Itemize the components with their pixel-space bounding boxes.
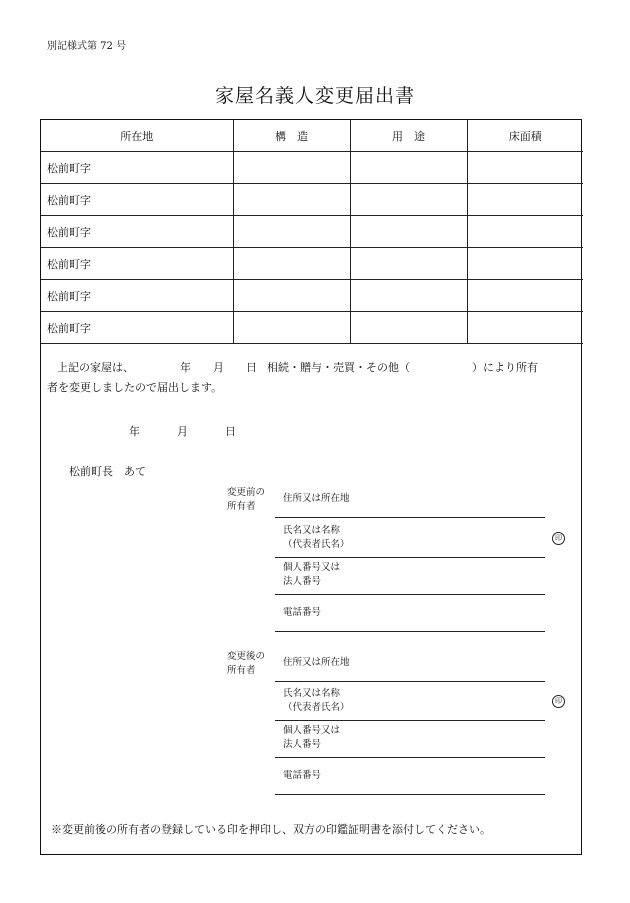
statement-reasons: 相続・贈与・売買・その他（ bbox=[267, 361, 410, 374]
table-row bbox=[41, 216, 583, 248]
table-row bbox=[41, 248, 583, 280]
structure-cell[interactable] bbox=[233, 312, 350, 344]
structure-cell[interactable] bbox=[233, 216, 350, 248]
structure-cell[interactable] bbox=[233, 248, 350, 280]
floor-area-cell[interactable] bbox=[467, 152, 583, 184]
structure-cell[interactable] bbox=[233, 184, 350, 216]
owner-before-label-line1: 変更前の bbox=[227, 487, 266, 498]
owner-before-label-line2: 所有者 bbox=[227, 501, 256, 512]
use-cell[interactable] bbox=[350, 152, 467, 184]
column-header-floor-area: 床面積 bbox=[467, 120, 583, 152]
statement-year: 年 bbox=[180, 361, 191, 374]
form-frame bbox=[40, 119, 582, 855]
location-cell[interactable]: 松前町字 bbox=[41, 280, 233, 312]
submission-date bbox=[129, 423, 236, 439]
owner-before-id-label2: 法人番号 bbox=[283, 576, 322, 587]
owner-before-label bbox=[227, 486, 277, 514]
table-row bbox=[41, 280, 583, 312]
submission-day: 日 bbox=[225, 425, 236, 438]
table-row bbox=[41, 152, 583, 184]
floor-area-cell[interactable] bbox=[467, 312, 583, 344]
owner-after-label bbox=[227, 650, 277, 678]
use-cell[interactable] bbox=[350, 248, 467, 280]
use-cell[interactable] bbox=[350, 312, 467, 344]
owner-before-name-field[interactable] bbox=[275, 524, 545, 558]
owner-after-id-label2: 法人番号 bbox=[283, 739, 322, 750]
owner-after-phone-field[interactable] bbox=[275, 769, 545, 795]
statement-prefix: 上記の家屋は、 bbox=[57, 361, 134, 374]
statement-reason-close: ）により所有 bbox=[472, 361, 538, 374]
owner-after-id-label: 個人番号又は bbox=[283, 725, 341, 736]
floor-area-cell[interactable] bbox=[467, 280, 583, 312]
floor-area-cell[interactable] bbox=[467, 248, 583, 280]
statement bbox=[47, 358, 577, 398]
addressee: 松前町長 あて bbox=[69, 465, 146, 478]
seal-mark-before: 印 bbox=[552, 532, 565, 545]
owner-after-address-label: 住所又は所在地 bbox=[283, 657, 350, 668]
document-title: 家屋名義人変更届出書 bbox=[214, 85, 415, 107]
location-cell[interactable]: 松前町字 bbox=[41, 216, 233, 248]
structure-cell[interactable] bbox=[233, 280, 350, 312]
owner-after-name-field[interactable] bbox=[275, 687, 545, 721]
owner-before-id-label: 個人番号又は bbox=[283, 562, 341, 573]
owner-after-phone-label: 電話番号 bbox=[283, 770, 322, 781]
structure-cell[interactable] bbox=[233, 152, 350, 184]
seal-mark-after: 印 bbox=[552, 695, 565, 708]
use-cell[interactable] bbox=[350, 216, 467, 248]
owner-before-phone-label: 電話番号 bbox=[283, 607, 322, 618]
owner-before-address-field[interactable] bbox=[275, 492, 545, 518]
location-cell[interactable]: 松前町字 bbox=[41, 152, 233, 184]
owner-after-label-line1: 変更後の bbox=[227, 651, 266, 662]
table-row bbox=[41, 312, 583, 344]
property-table bbox=[41, 120, 583, 344]
floor-area-cell[interactable] bbox=[467, 184, 583, 216]
use-cell[interactable] bbox=[350, 184, 467, 216]
submission-month: 月 bbox=[177, 425, 188, 438]
table-header-row bbox=[41, 120, 583, 152]
location-cell[interactable]: 松前町字 bbox=[41, 312, 233, 344]
statement-day: 日 bbox=[246, 361, 257, 374]
owner-after-id-field[interactable] bbox=[275, 724, 545, 758]
table-row bbox=[41, 184, 583, 216]
owner-after-name-label: 氏名又は名称 bbox=[283, 688, 341, 699]
owner-before-id-field[interactable] bbox=[275, 561, 545, 595]
floor-area-cell[interactable] bbox=[467, 216, 583, 248]
location-cell[interactable]: 松前町字 bbox=[41, 184, 233, 216]
owner-before-name-label: 氏名又は名称 bbox=[283, 525, 341, 536]
column-header-location: 所在地 bbox=[41, 120, 233, 152]
use-cell[interactable] bbox=[350, 280, 467, 312]
submission-year: 年 bbox=[129, 425, 140, 438]
owner-after-label-line2: 所有者 bbox=[227, 665, 256, 676]
footnote: ※変更前後の所有者の登録している印を押印し、双方の印鑑証明書を添付してください。 bbox=[51, 823, 491, 836]
owner-after-rep-label: （代表者氏名） bbox=[283, 702, 350, 713]
owner-before-address-label: 住所又は所在地 bbox=[283, 493, 350, 504]
statement-month: 月 bbox=[213, 361, 224, 374]
owner-before-phone-field[interactable] bbox=[275, 606, 545, 632]
owner-after-address-field[interactable] bbox=[275, 656, 545, 682]
owner-before-rep-label: （代表者氏名） bbox=[283, 539, 350, 550]
form-number: 別記様式第 72 号 bbox=[47, 41, 127, 52]
column-header-structure: 構 造 bbox=[233, 120, 350, 152]
location-cell[interactable]: 松前町字 bbox=[41, 248, 233, 280]
statement-line2: 者を変更しましたので届出します。 bbox=[47, 381, 223, 394]
column-header-use: 用 途 bbox=[350, 120, 467, 152]
